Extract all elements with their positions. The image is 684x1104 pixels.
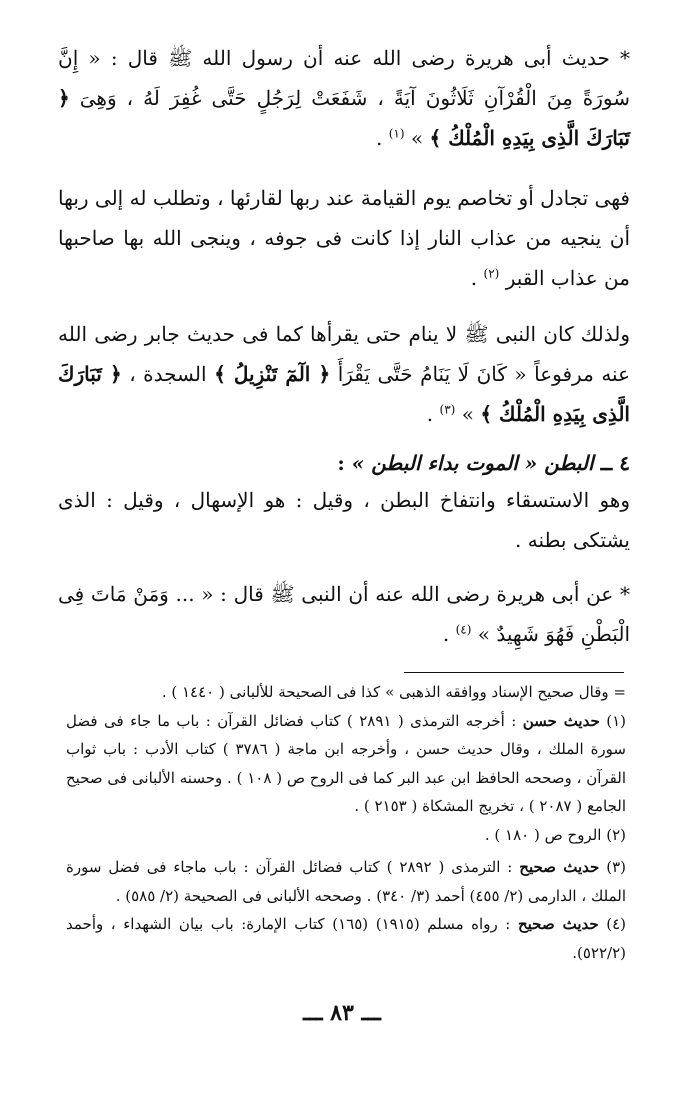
footnote-number: (١) [606,711,626,730]
commentary-paragraph [58,178,630,298]
footnote-divider [404,672,624,673]
quote-close: » [410,126,424,150]
grading-label: حديث صحيح [517,915,599,933]
period: . [442,622,450,646]
footnotes [66,678,626,967]
section-colon: : [337,451,345,475]
section-number: ٤ ــ [600,451,630,475]
footnote-number: (٣) [606,858,626,876]
hadith-text: * عن أبى هريرة رضى الله عنه أن النبى ﷺ قال : « ... وَمَنْ مَاتَ فِى الْبَطْنِ فَهُوَ شَهِيدٌ » [58,582,630,646]
footnote-number: (٤) [606,915,627,933]
footnote-continuation: = وقال صحيح الإسناد ووافقه الذهبى » كذا فى الصحيحة للألبانى ( ١٤٤٠ ) . [161,683,626,701]
footnote-ref-3[interactable]: (٣) [439,402,456,417]
footnote-text: (٢) الروح ص ( ١٨٠ ) . [484,825,626,844]
footnote-ref-4[interactable]: (٤) [455,622,472,637]
period: . [426,402,434,426]
footnote-text: : الترمذى ( ٢٨٩٢ ) كتاب فضائل القرآن : باب ماجاء فى فضل سورة الملك ، الدارمى (٢/ ٤٥٥) أحمد (٣/ ٣٤٠) . وصححه الألبانى فى الصحيحة (٢/ ٥٨٥) . [66,858,626,905]
hadith-text: * حديث أبى هريرة رضى الله عنه أن رسول الله ﷺ قال : « إِنَّ سُورَةً مِنَ الْقُرْآنِ ثَلَاثُونَ آيَةً ، شَفَعَتْ لِرَجُلٍ حَتَّى غُفِرَ لَهُ ، وَهِىَ [58,46,631,110]
quran-verse: ﴿ تَبَارَكَ الَّذِى بِيَدِهِ الْمُلْكُ ﴾ [58,86,630,150]
definition-paragraph [58,480,630,560]
period: . [376,126,383,150]
footnote-1 [66,707,626,821]
footnote-ref-2[interactable]: (٢) [483,266,500,281]
surah-name: السجدة ، [129,362,207,386]
quote-close: » [461,402,474,426]
grading-label: حديث حسن [522,711,600,730]
grading-label: حديث صحيح [519,858,600,876]
quran-verse-sajda: ﴿ الٓمٓ تَنْزِيلُ ﴾ [214,362,331,386]
hadith-paragraph-1 [58,38,630,158]
footnote-ref-1[interactable]: (١) [388,126,405,141]
section-heading [58,443,630,483]
footnote-text: : رواه مسلم (١٩١٥) (١٦٥) كتاب الإمارة: باب بيان الشهداء ، وأحمد (٥٢٢/٢). [66,915,626,962]
period: . [470,266,478,290]
quran-verse-mulk: ﴿ تَبَارَكَ الَّذِى بِيَدِهِ الْمُلْكُ ﴾ [58,362,630,426]
definition-text: وهو الاستسقاء وانتفاخ البطن ، وقيل : هو الإسهال ، وقيل : الذى يشتكى بطنه . [58,488,630,552]
jabir-hadith-paragraph [58,314,630,434]
page-number: ـــ ٨٣ ـــ [303,1000,381,1026]
section-title: البطن « الموت بداء البطن » [351,451,594,475]
footnote-2 [66,821,626,850]
footnote-text: : أخرجه الترمذى ( ٢٨٩١ ) كتاب فضائل القرآن : باب ما جاء فى فضل سورة الملك ، وقال حديث حسن ، وأخرجه ابن ماجة ( ٣٧٨٦ ) كتاب الأدب : باب ثواب القرآن ، وصححه الحافظ ابن عبد البر كما فى الروح ص ( ١٠٨ ) . وحسنه الألبانى فى صحيح الجامع ( ٢٠٨٧ ) ، تخريج المشكاة ( ٢١٥٣ ) . [66,711,627,815]
footnote-4 [66,910,626,967]
commentary-text: فهى تجادل أو تخاصم يوم القيامة عند ربها لقارئها ، وتطلب له إلى ربها أن ينجيه من عذاب النار إذا كانت فى جوفه ، وينجى الله بها صاحبها من عذاب القبر [58,186,630,290]
footnote-3 [66,853,626,910]
hadith-text: ولذلك كان النبى ﷺ لا ينام حتى يقرأها كما فى حديث جابر رضى الله عنه مرفوعاً « كَانَ لَا يَنَامُ حَتَّى يَقْرَأَ [58,322,631,386]
hadith-paragraph-2 [58,574,630,654]
